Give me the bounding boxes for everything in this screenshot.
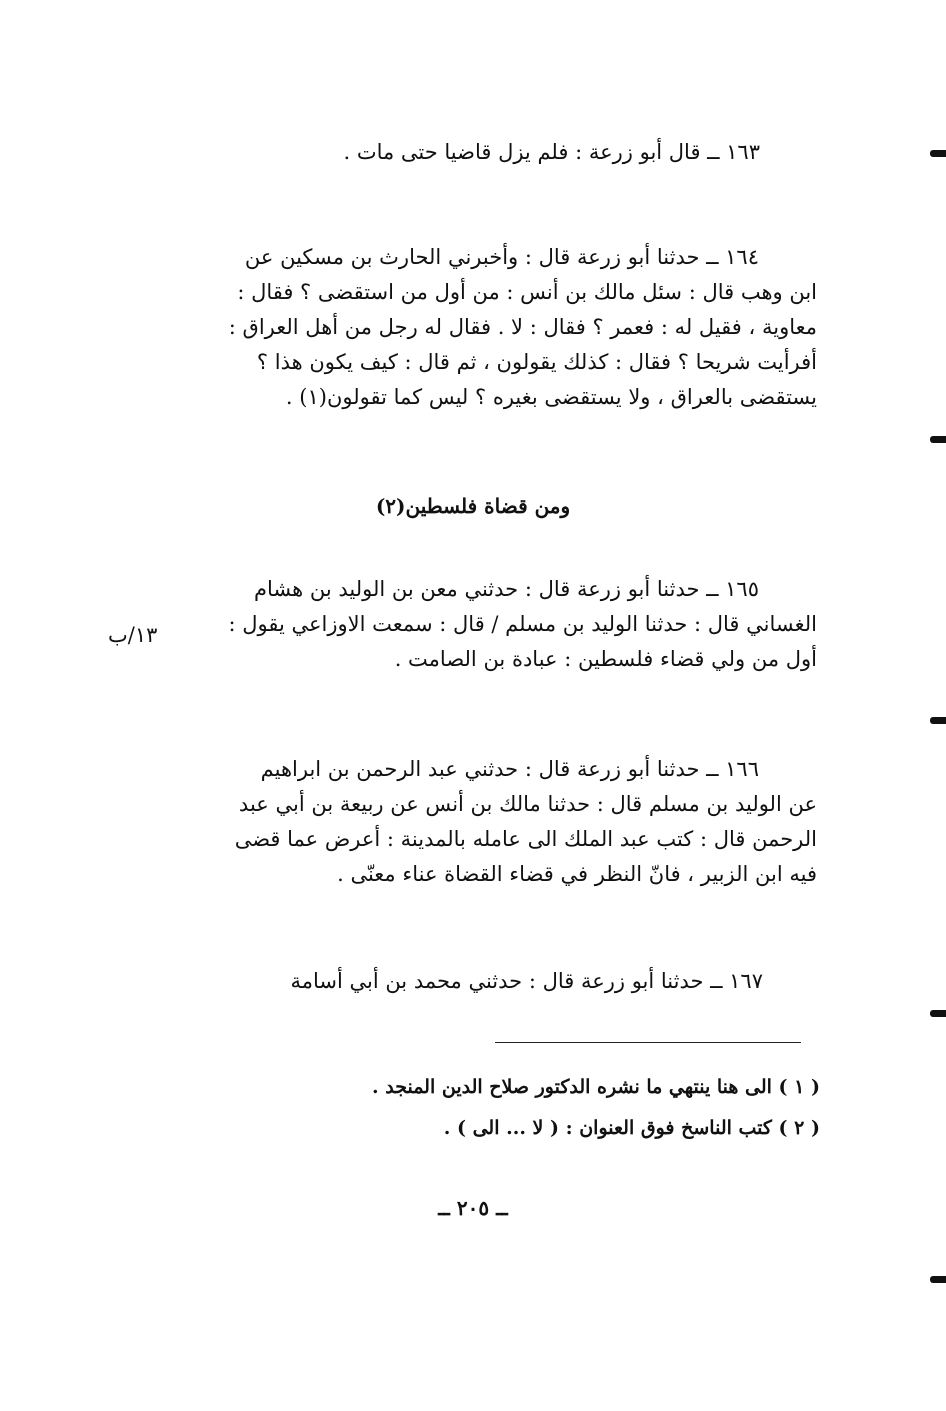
entry-164-line: يستقضى بالعراق ، ولا يستقضى بغيره ؟ ليس كما تقولون(١) . — [285, 385, 817, 409]
entry-164-line: معاوية ، فقيل له : فعمر ؟ فقال : لا . فقال له رجل من أهل العراق : — [228, 315, 817, 339]
footnote-separator — [495, 1042, 801, 1043]
footnote-1: ( ١ ) الى هنا ينتهي ما نشره الدكتور صلاح الدين المنجد . — [372, 1076, 820, 1098]
entry-165-line: ١٦٥ ــ حدثنا أبو زرعة قال : حدثني معن بن الوليد بن هشام — [254, 577, 759, 601]
footnote-2: ( ٢ ) كتب الناسخ فوق العنوان : ( لا ... الى ) . — [443, 1117, 820, 1139]
entry-166-line: الرحمن قال : كتب عبد الملك الى عامله بالمدينة : أعرض عما قضى — [234, 827, 817, 851]
margin-folio-note: ١٣/ب — [108, 623, 158, 647]
edge-tab-mark — [930, 1276, 946, 1283]
entry-167: ١٦٧ ــ حدثنا أبو زرعة قال : حدثني محمد بن أبي أسامة — [290, 969, 763, 993]
entry-165-line: الغساني قال : حدثنا الوليد بن مسلم / قال : سمعت الاوزاعي يقول : — [228, 612, 817, 636]
entry-166-line: ١٦٦ ــ حدثنا أبو زرعة قال : حدثني عبد الرحمن بن ابراهيم — [260, 757, 759, 781]
edge-tab-mark — [930, 436, 946, 443]
entry-166-line: عن الوليد بن مسلم قال : حدثنا مالك بن أنس عن ربيعة بن أبي عبد — [238, 792, 817, 816]
edge-tab-mark — [930, 717, 946, 724]
entry-163: ١٦٣ ــ قال أبو زرعة : فلم يزل قاضيا حتى مات . — [343, 140, 760, 164]
entry-165 — [175, 572, 817, 677]
entry-164-line: أفرأيت شريحا ؟ فقال : كذلك يقولون ، ثم قال : كيف يكون هذا ؟ — [256, 350, 817, 374]
entry-166-line: فيه ابن الزبير ، فانّ النظر في قضاء القضاة عناء معنّى . — [337, 862, 817, 886]
page-number: ــ ٢٠٥ ــ — [438, 1196, 508, 1220]
entry-164-line: ابن وهب قال : سئل مالك بن أنس : من أول من استقضى ؟ فقال : — [237, 280, 817, 304]
edge-tab-mark — [930, 150, 946, 157]
entry-165-line: أول من ولي قضاء فلسطين : عبادة بن الصامت . — [394, 647, 817, 671]
entry-164 — [175, 240, 817, 415]
section-heading: ومن قضاة فلسطين(٢) — [375, 494, 571, 518]
edge-tab-mark — [930, 1010, 946, 1017]
entry-164-line: ١٦٤ ــ حدثنا أبو زرعة قال : وأخبرني الحارث بن مسكين عن — [244, 245, 759, 269]
entry-166 — [175, 752, 817, 892]
